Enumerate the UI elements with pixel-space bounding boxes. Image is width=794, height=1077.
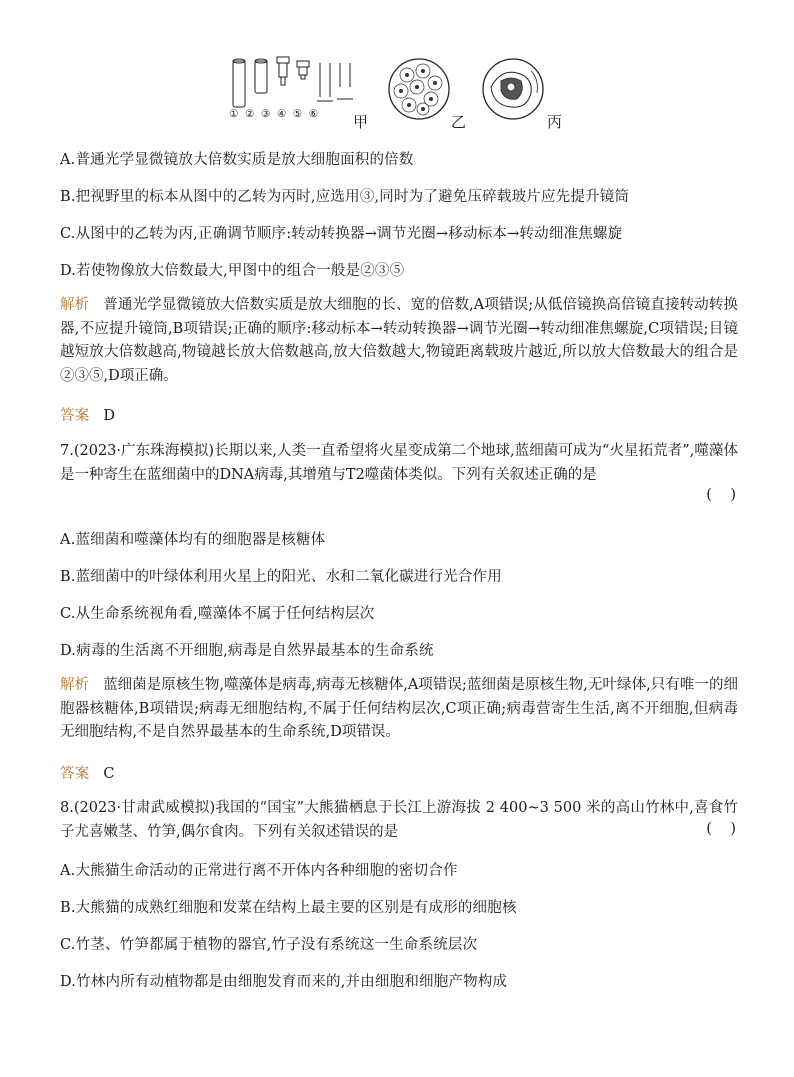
tube-numbers: ① ② ③ ④ ⑤ ⑥ <box>229 108 320 120</box>
label-yi: 乙 <box>451 113 467 131</box>
label-jia: 甲 <box>353 113 369 131</box>
q7-answer <box>60 762 115 783</box>
analysis-text: 蓝细菌是原核生物,噬藻体是病毒,病毒无核糖体,A项错误;蓝细菌是原核生物,无叶绿体,只有唯一的细胞器核糖体,B项错误;病毒无细胞结构,不属于任何结构层次,C项正确;病毒营寄生生活,离不开细胞,但病毒无细胞结构,不是自然界最基本的生命系统,D项错误。 <box>60 677 738 740</box>
q6-option-d: D.若使物像放大倍数最大,甲图中的组合一般是②③⑤ <box>60 263 405 279</box>
q8-bracket: ( ) <box>706 821 736 837</box>
eyepiece-2-icon <box>255 59 267 93</box>
q7-option-a: A.蓝细菌和噬藻体均有的细胞器是核糖体 <box>60 532 326 548</box>
q7-stem <box>60 440 738 487</box>
q8-option-d: D.竹林内所有动植物都是由细胞发育而来的,并由细胞和细胞产物构成 <box>60 974 508 990</box>
lens-tubes-diagram <box>225 55 355 115</box>
microscope-figure <box>225 55 585 130</box>
q6-option-a: A.普通光学显微镜放大倍数实质是放大细胞面积的倍数 <box>60 152 414 168</box>
q8-option-c: C.竹茎、竹笋都属于植物的器官,竹子没有系统这一生命系统层次 <box>60 937 478 953</box>
analysis-text: 普通光学显微镜放大倍数实质是放大细胞的长、宽的倍数,A项错误;从低倍镜换高倍镜直接转动转换器,不应提升镜筒,B项错误;正确的顺序:移动标本→转动转换器→调节光圈→转动细准焦螺旋,C项错误;目镜越短放大倍数越高,物镜越长放大倍数越高,放大倍数越大,物镜距离载玻片越近,所以放大倍数最大的组合是②③⑤,D项正确。 <box>60 297 739 384</box>
q6-analysis <box>60 294 738 388</box>
q7-analysis <box>60 674 738 745</box>
answer-tag: 答案 <box>60 766 90 782</box>
q8-option-a: A.大熊猫生命活动的正常进行离不开体内各种细胞的密切合作 <box>60 863 458 879</box>
eyepiece-1-icon <box>233 59 245 107</box>
distance-6-icon <box>337 63 353 99</box>
cells-view-yi <box>387 57 451 121</box>
stem-text: 8.(2023·甘肃武威模拟)我国的“国宝”大熊猫栖息于长江上游海拔 2 400~3 500 米的高山竹林中,喜食竹子尤喜嫩茎、竹笋,偶尔食肉。下列有关叙述错误的是 <box>60 800 738 840</box>
q7-bracket: ( ) <box>706 487 736 503</box>
analysis-tag: 解析 <box>60 297 90 313</box>
cells-view-bing <box>481 57 545 121</box>
q7-option-d: D.病毒的生活离不开细胞,病毒是自然界最基本的生命系统 <box>60 643 434 659</box>
objective-4-icon <box>297 61 309 79</box>
label-bing: 丙 <box>547 113 563 131</box>
distance-5-icon <box>317 63 333 101</box>
answer-value: D <box>103 408 116 424</box>
q6-option-b: B.把视野里的标本从图中的乙转为丙时,应选用③,同时为了避免压碎载玻片应先提升镜筒 <box>60 189 630 205</box>
q7-option-c: C.从生命系统视角看,噬藻体不属于任何结构层次 <box>60 606 375 622</box>
objective-3-icon <box>277 57 289 85</box>
q8-option-b: B.大熊猫的成熟红细胞和发菜在结构上最主要的区别是有成形的细胞核 <box>60 900 517 916</box>
q6-answer <box>60 404 115 425</box>
q6-option-c: C.从图中的乙转为丙,正确调节顺序:转动转换器→调节光圈→移动标本→转动细准焦螺旋 <box>60 226 623 242</box>
stem-text: 7.(2023·广东珠海模拟)长期以来,人类一直希望将火星变成第二个地球,蓝细菌可成为“火星拓荒者”,噬藻体是一种寄生在蓝细菌中的DNA病毒,其增殖与T2噬菌体类似。下列有关叙述正确的是 <box>60 443 738 483</box>
q7-option-b: B.蓝细菌中的叶绿体利用火星上的阳光、水和二氧化碳进行光合作用 <box>60 569 502 585</box>
analysis-tag: 解析 <box>60 677 90 693</box>
answer-value: C <box>103 766 115 782</box>
q8-stem <box>60 797 738 844</box>
answer-tag: 答案 <box>60 408 90 424</box>
